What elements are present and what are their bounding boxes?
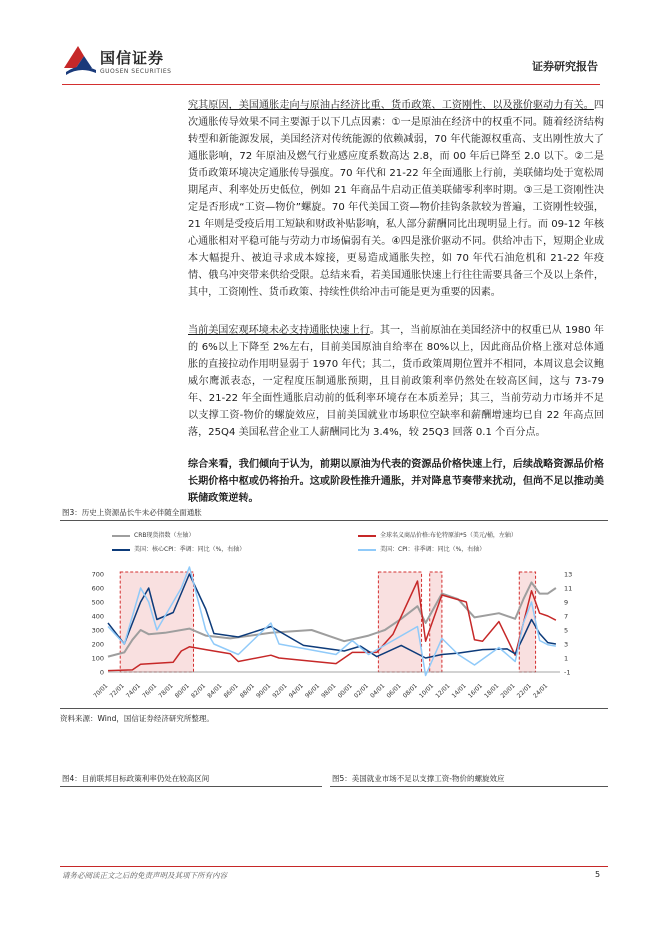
figure3-title: 图3：历史上资源品长牛未必伴随全面通胀 <box>62 508 202 517</box>
paragraph-current-macro-body: 。其一，当前原油在美国经济中的权重已从 1980 年的 6%以上下降至 2%左右，目前美国原油自给率在 80%以上，因此商品价格上涨对总体通胀的直接拉动作用明显弱于 1970 年代；其二，货币政策周期位置并不相同，本周议息会议鲍威尔鹰派表态，一定程度压制通胀预期，且目前政策利率仍然处在较高区间，这与 73-79 年、21-22 年全面性通胀启动前的低利率环境存在本质差异；其三，当前劳动力市场并不足以支撑工资-物价的螺旋效应，目前美国就业市场职位空缺率和薪酬增速均已自 22 年高点回落，25Q4 美国私营企业工人薪酬同比为 3.4%，较 25Q3 回落 0.1 个百分点。 <box>188 325 604 438</box>
legend-crb: CRB现货指数（左轴） <box>112 530 194 539</box>
figure4-title: 图4：目前联邦目标政策利率仍处在较高区间 <box>62 774 210 783</box>
y-left-tick-0: 0 <box>99 668 104 677</box>
paragraph-current-macro <box>188 322 604 441</box>
y-right-tick-6: 11 <box>564 584 573 593</box>
y-right-tick-0: -1 <box>564 668 571 677</box>
x-tick-0: 70/01 <box>92 682 110 700</box>
x-tick-1: 72/01 <box>108 682 126 700</box>
x-tick-20: 10/01 <box>417 682 436 700</box>
figure3-chart <box>60 522 606 708</box>
x-tick-10: 90/01 <box>255 682 273 700</box>
page-header <box>0 0 662 90</box>
figure5-title-rule <box>330 786 608 787</box>
y-left-tick-1: 100 <box>91 654 104 663</box>
y-left-tick-3: 300 <box>91 626 104 635</box>
y-left-tick-5: 500 <box>91 598 104 607</box>
x-tick-6: 82/01 <box>189 682 208 700</box>
x-tick-2: 74/01 <box>124 682 142 700</box>
page-number: 5 <box>595 870 601 879</box>
paragraph-causes <box>188 97 604 301</box>
footer-divider <box>60 866 608 867</box>
x-tick-4: 78/01 <box>157 682 175 700</box>
x-tick-9: 88/01 <box>238 682 257 700</box>
x-tick-22: 14/01 <box>450 682 468 700</box>
y-left-tick-2: 200 <box>91 640 104 649</box>
figure3-source: 资料来源：Wind，国信证券经济研究所整理。 <box>60 714 214 723</box>
chart-canvas <box>60 522 606 708</box>
y-right-tick-3: 5 <box>564 626 569 635</box>
x-tick-5: 80/01 <box>173 682 191 700</box>
x-tick-19: 08/01 <box>401 682 419 700</box>
x-tick-18: 06/01 <box>385 682 403 700</box>
paragraph-causes-body: 四次通胀传导效果不同主要源于以下几点因素：①一是原油在经济中的权重不同。随着经济结构转型和新能源发展，美国经济对传统能源的依赖减弱，70 年代能源权重高、支出刚性放大了通胀影响，72 年原油及燃气行业感应度系数高达 2.8，而 00 年后已降至 2.0 以下。②二是货币政策环境决定通胀传导强度。70 年代和 21-22 年全面通胀上行前，美联储均处于宽松周期尾声、利率处历史低位，例如 21 年商品牛启动正值美联储零利率时期。③三是工资刚性决定是否形成“工资—物价”螺旋。70 年代美国工资—物价挂钩条款较为普遍，工资刚性较强，21 年则是受疫后用工短缺和财政补贴影响，私人部分薪酬同比出现明显上行。而 09-12 年核心通胀相对平稳可能与劳动力市场偏弱有关。④四是涨价驱动不同。供给冲击下，短期企业成本大幅提升、被迫寻求成本嫁接，更易造成通胀失控，如 70 年代石油危机和 21-22 年疫情、俄乌冲突带来供给受限。总结来看，若美国通胀快速上行往往需要具备三个及以上条件，其中，工资刚性、货币政策、持续性供给冲击可能是更为重要的因素。 <box>188 100 604 298</box>
x-tick-21: 12/01 <box>434 682 452 700</box>
x-tick-27: 24/01 <box>532 682 550 700</box>
paragraph-conclusion-text: 综合来看，我们倾向于认为，前期以原油为代表的资源品价格快速上行，后续战略资源品价格长期价格中枢或仍将抬升。这或阶段性推升通胀，并对降息节奏带来扰动，但尚不足以推动美联储政策逆转。 <box>188 459 604 504</box>
x-tick-17: 04/01 <box>369 682 387 700</box>
paragraph-current-macro-lead: 当前美国宏观环境未必支持通胀快速上行 <box>188 325 370 336</box>
figure3-bottom-rule <box>60 708 608 709</box>
legend-brent: 全球名义商品价格:布伦特原油*5（美元/桶，左轴） <box>358 530 517 539</box>
logo-text-cn: 国信证券 <box>100 49 165 67</box>
x-tick-12: 94/01 <box>287 682 305 700</box>
y-right-tick-2: 3 <box>564 640 569 649</box>
x-tick-26: 22/01 <box>515 682 533 700</box>
x-tick-13: 96/01 <box>303 682 322 700</box>
logo-mark-icon <box>62 42 98 76</box>
y-left-tick-4: 400 <box>91 612 104 621</box>
y-right-tick-5: 9 <box>564 598 569 607</box>
figure5-title: 图5：美国就业市场不足以支撑工资-物价的螺旋效应 <box>332 774 505 783</box>
x-tick-23: 16/01 <box>466 682 485 700</box>
y-left-tick-7: 700 <box>91 570 104 579</box>
x-tick-8: 86/01 <box>222 682 240 700</box>
legend-core-cpi: 美国：核心CPI：季调：同比（%，右轴） <box>112 544 245 553</box>
x-tick-7: 84/01 <box>206 682 224 700</box>
x-tick-14: 98/01 <box>320 682 338 700</box>
footer-disclaimer: 请务必阅读正文之后的免责声明及其项下所有内容 <box>62 871 227 880</box>
company-logo <box>62 42 182 82</box>
paragraph-causes-lead: 究其原因，美国通胀走向与原油占经济比重、货币政策、工资刚性、以及涨价驱动力有关。 <box>188 100 594 111</box>
y-right-tick-1: 1 <box>564 654 569 663</box>
legend-cpi: 美国：CPI：非季调：同比（%，右轴） <box>358 544 485 553</box>
x-tick-16: 02/01 <box>352 682 371 700</box>
figure3-title-rule <box>60 520 608 521</box>
paragraph-conclusion <box>188 456 604 507</box>
x-tick-24: 18/01 <box>483 682 501 700</box>
y-right-tick-7: 13 <box>564 570 573 579</box>
header-divider <box>62 84 600 85</box>
x-tick-15: 00/01 <box>336 682 354 700</box>
figure4-title-rule <box>60 786 322 787</box>
x-tick-25: 20/01 <box>499 682 517 700</box>
x-tick-3: 76/01 <box>141 682 159 700</box>
logo-text-en: GUOSEN SECURITIES <box>100 68 172 75</box>
y-right-tick-4: 7 <box>564 612 569 621</box>
x-tick-11: 92/01 <box>271 682 289 700</box>
report-type-label: 证券研究报告 <box>532 60 598 73</box>
y-left-tick-6: 600 <box>91 584 104 593</box>
